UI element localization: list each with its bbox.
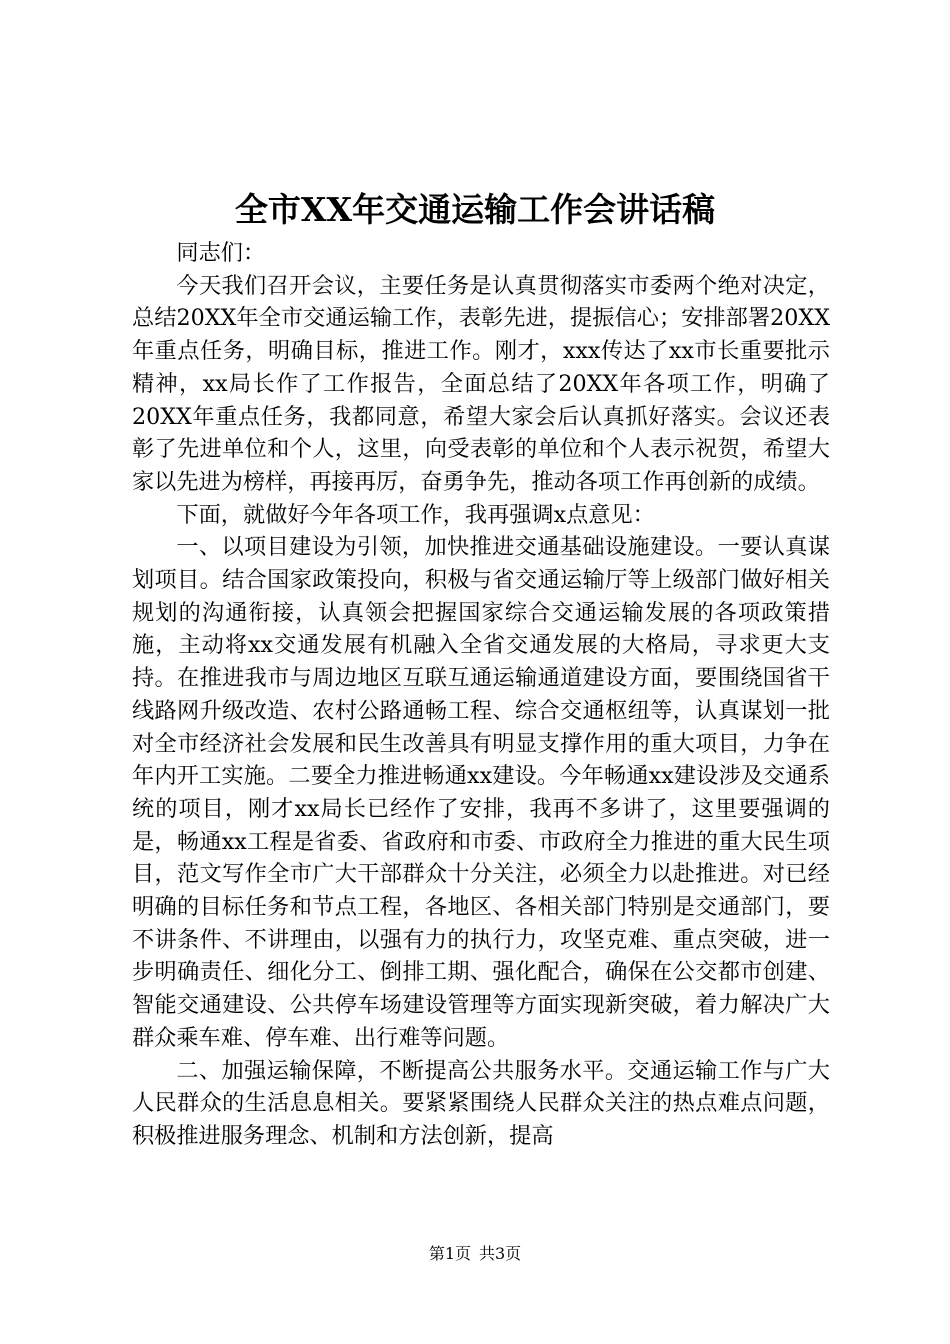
salutation: 同志们：: [176, 240, 266, 266]
page-footer: [0, 1242, 950, 1266]
paragraph-section-1: 一、以项目建设为引领，加快推进交通基础设施建设。一要认真谋划项目。结合国家政策投向，积极与省交通运输厅等上级部门做好相关规划的沟通衔接，认真领会把握国家综合交通运输发展的各项政策措施，主动将xx交通发展有机融入全省交通发展的大格局，寻求更大支持。在推进我市与周边地区互联互通运输通道建设方面，要围绕国省干线路网升级改造、农村公路通畅工程、综合交通枢纽等，认真谋划一批对全市经济社会发展和民生改善具有明显支撑作用的重大项目，力争在年内开工实施。二要全力推进畅通xx建设。今年畅通xx建设涉及交通系统的项目，刚才xx局长已经作了安排，我再不多讲了，这里要强调的是，畅通xx工程是省委、省政府和市委、市政府全力推进的重大民生项目，范文写作全市广大干部群众十分关注，必须全力以赴推进。对已经明确的目标任务和节点工程，各地区、各相关部门特别是交通部门，要不讲条件、不讲理由，以强有力的执行力，攻坚克难、重点突破，进一步明确责任、细化分工、倒排工期、强化配合，确保在公交都市创建、智能交通建设、公共停车场建设管理等方面实现新突破，着力解决广大群众乘车难、停车难、出行难等问题。: [132, 534, 830, 1051]
paragraph-section-2: 二、加强运输保障，不断提高公共服务水平。交通运输工作与广大人民群众的生活息息相关。要紧紧围绕人民群众关注的热点难点问题，积极推进服务理念、机制和方法创新，提高: [132, 1057, 830, 1149]
page-total: 共3页: [479, 1244, 522, 1263]
document-title: 全市XX年交通运输工作会讲话稿: [234, 190, 716, 229]
paragraph-transition: 下面，就做好今年各项工作，我再强调x点意见：: [176, 501, 655, 528]
paragraph-intro: 今天我们召开会议，主要任务是认真贯彻落实市委两个绝对决定，总结20XX年全市交通运输工作，表彰先进，提振信心；安排部署20XX年重点任务，明确目标，推进工作。刚才，xxx传达了xx市长重要批示精神，xx局长作了工作报告，全面总结了20XX年各项工作，明确了20XX年重点任务，我都同意，希望大家会后认真抓好落实。会议还表彰了先进单位和个人，这里，向受表彰的单位和个人表示祝贺，希望大家以先进为榜样，再接再厉，奋勇争先，推动各项工作再创新的成绩。: [132, 272, 830, 495]
document-body: [132, 237, 830, 1153]
page-number: 第1页: [428, 1244, 471, 1263]
